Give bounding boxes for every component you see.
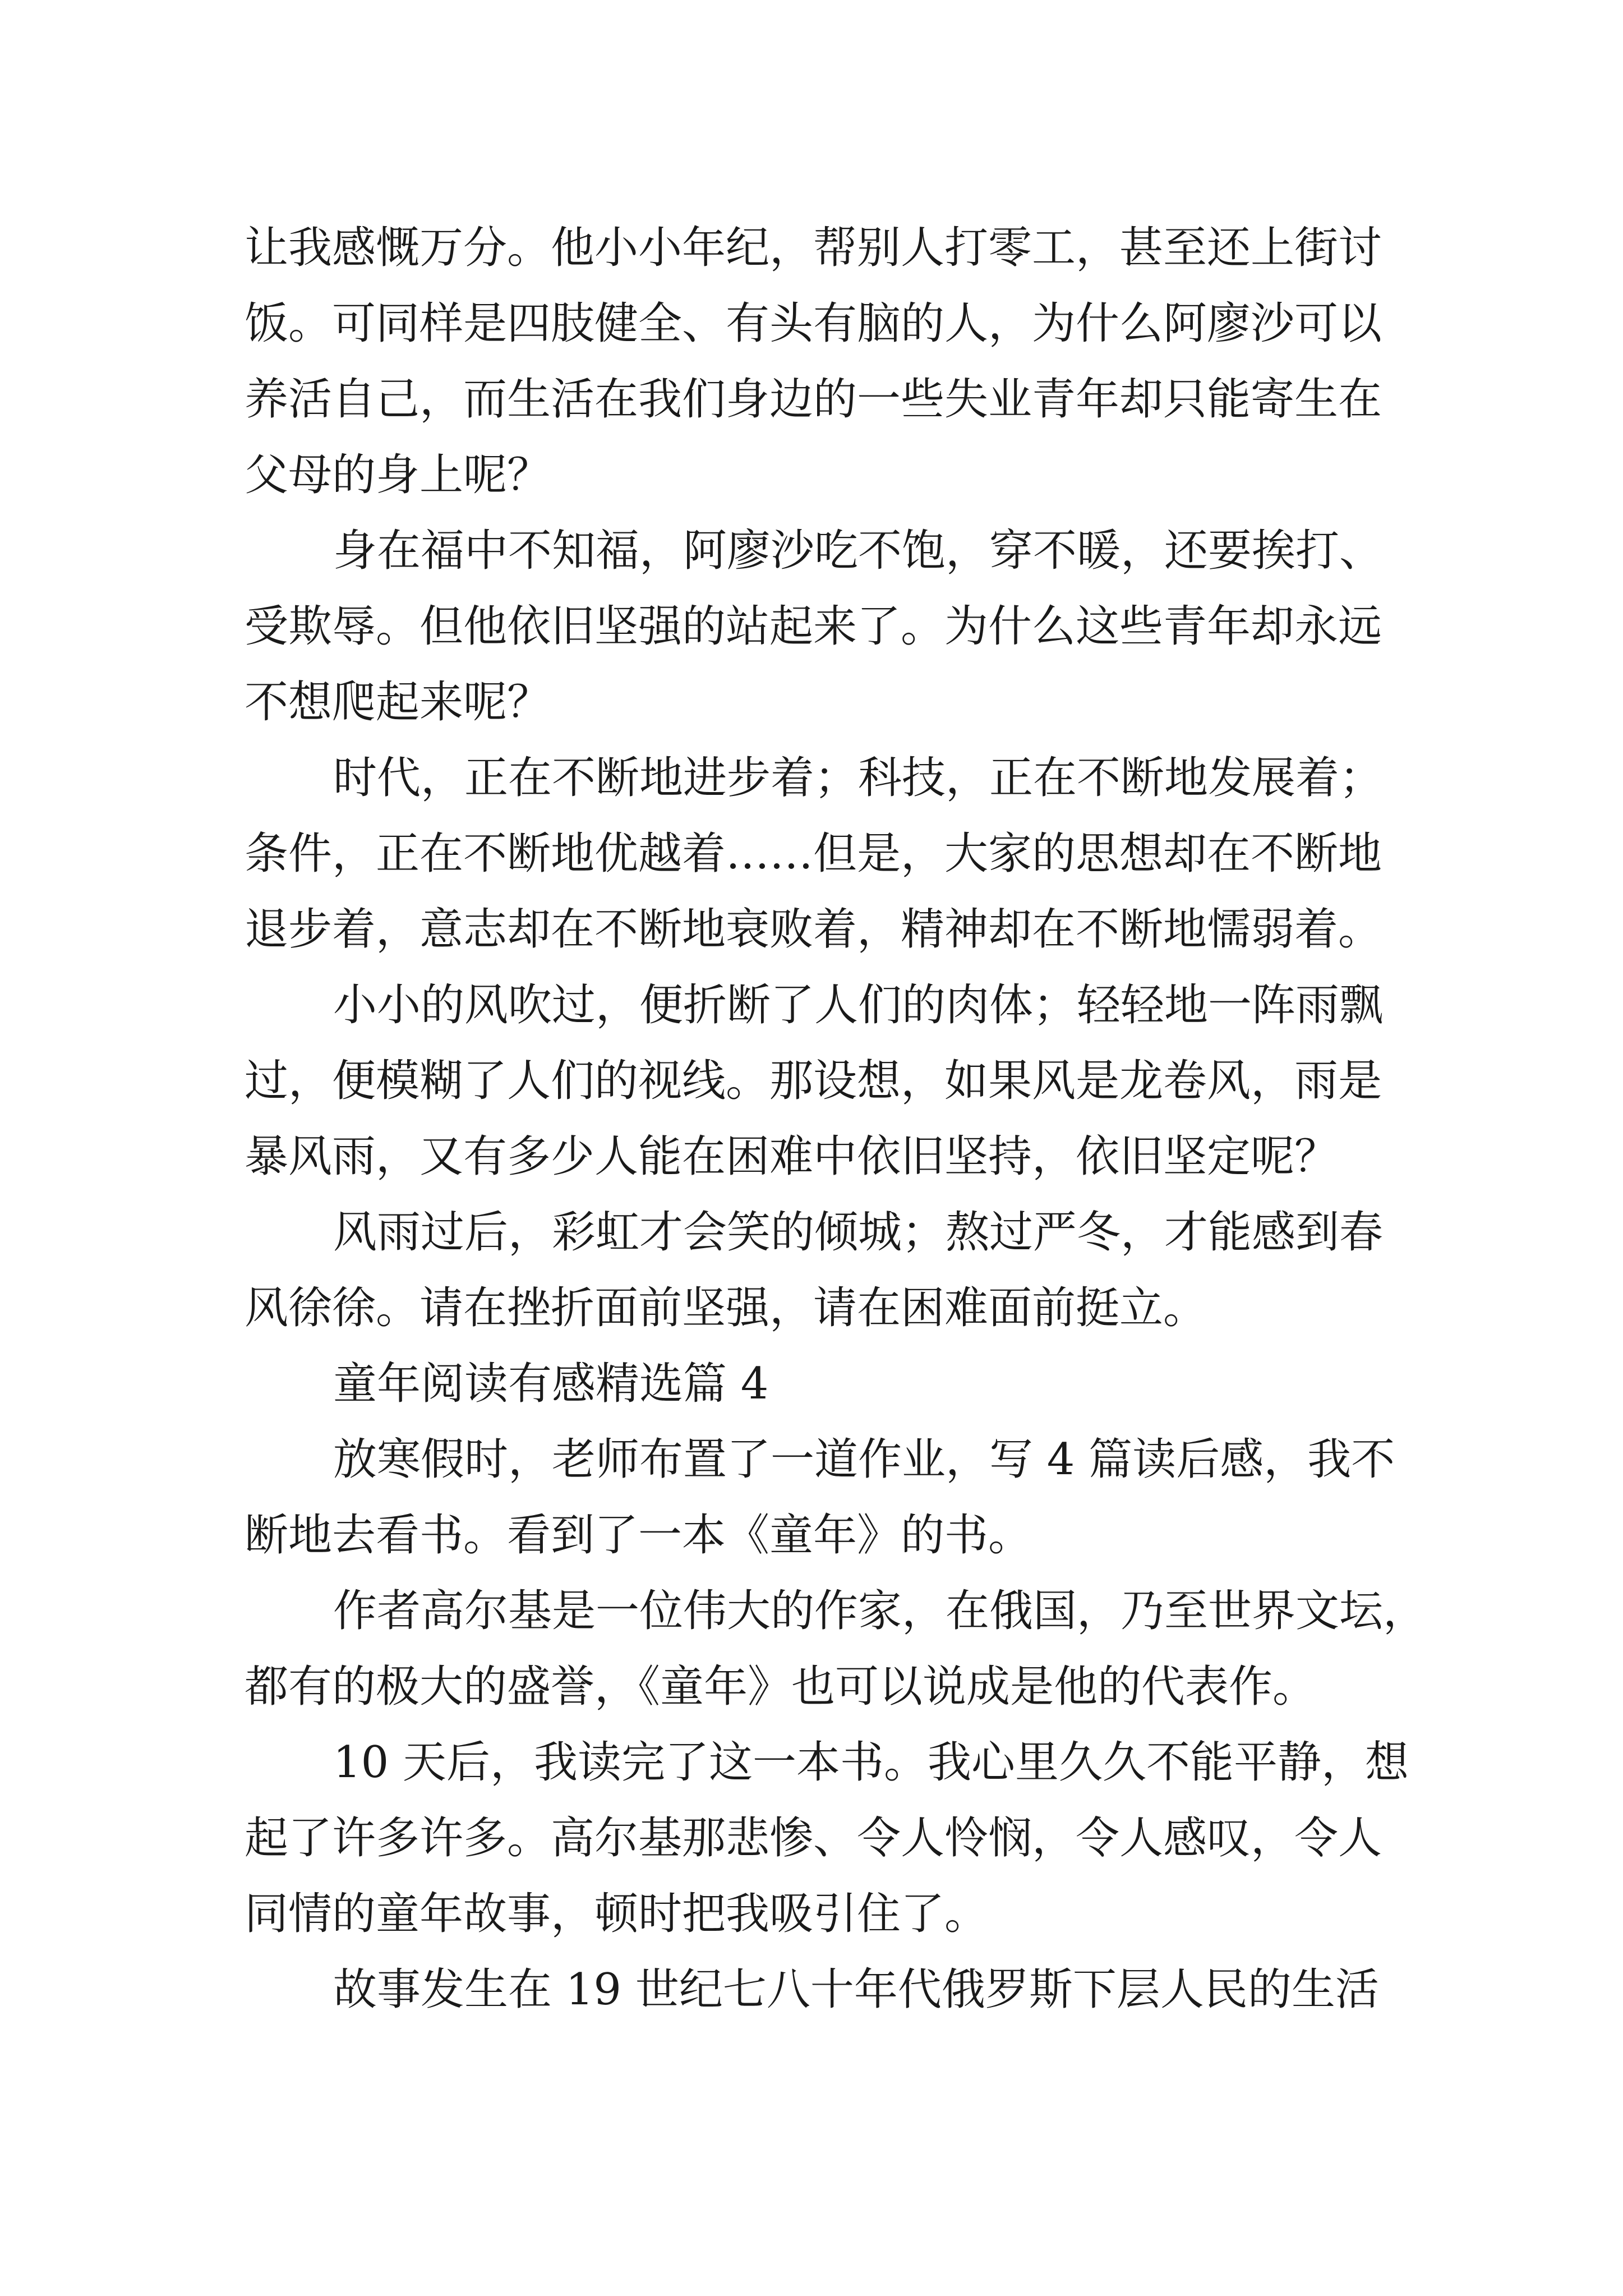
text-line: 饭。可同样是四肢健全、有头有脑的人，为什么阿廖沙可以 [245,298,1382,349]
text-line: 受欺辱。但他依旧坚强的站起来了。为什么这些青年却永远 [245,601,1382,652]
paragraph-9 [245,1725,1422,1952]
paragraph-2 [245,513,1422,740]
text-line: 小小的风吹过，便折断了人们的肉体；轻轻地一阵雨飘 [333,980,1384,1030]
text-line: 退步着，意志却在不断地衰败着，精神却在不断地懦弱着。 [245,904,1382,955]
paragraph-10 [245,1952,1422,2028]
text-line: 都有的极大的盛誉，《童年》也可以说成是他的代表作。 [245,1662,1317,1712]
text-line: 暴风雨，又有多少人能在困难中依旧坚持，依旧坚定呢？ [245,1131,1339,1182]
text-line: 身在福中不知福，阿廖沙吃不饱，穿不暖，还要挨打、 [333,526,1384,576]
paragraph-1 [245,210,1422,513]
text-line: 不想爬起来呢？ [245,677,551,728]
paragraph-7 [245,1422,1422,1573]
text-line: 养活自己，而生活在我们身边的一些失业青年却只能寄生在 [245,374,1382,425]
text-line: 让我感慨万分。他小小年纪，帮别人打零工，甚至还上街讨 [245,223,1382,273]
paragraph-5 [245,1195,1422,1346]
paragraph-3 [245,740,1422,968]
text-line: 风雨过后，彩虹才会笑的倾城；熬过严冬，才能感到春 [333,1207,1384,1258]
text-line: 故事发生在 19 世纪七八十年代俄罗斯下层人民的生活 [333,1964,1379,2015]
text-line: 10 天后，我读完了这一本书。我心里久久不能平静，想 [333,1737,1409,1788]
text-line: 起了许多许多。高尔基那悲惨、令人怜悯，令人感叹，令人 [245,1813,1382,1864]
text-line: 作者高尔基是一位伟大的作家，在俄国，乃至世界文坛， [333,1586,1427,1636]
text-line: 父母的身上呢？ [245,450,551,500]
text-line: 过，便模糊了人们的视线。那设想，如果风是龙卷风，雨是 [245,1056,1382,1106]
section-heading-text: 童年阅读有感精选篇 4 [333,1359,769,1409]
paragraph-4 [245,968,1422,1195]
text-line: 断地去看书。看到了一本《童年》的书。 [245,1510,1032,1561]
paragraph-8 [245,1573,1427,1725]
text-line: 放寒假时，老师布置了一道作业，写 4 篇读后感，我不 [333,1434,1395,1485]
text-line: 时代，正在不断地进步着；科技，正在不断地发展着； [333,753,1384,803]
text-line: 风徐徐。请在挫折面前坚强，请在困难面前挺立。 [245,1283,1207,1333]
section-heading [245,1346,1422,1422]
text-line: 同情的童年故事，顿时把我吸引住了。 [245,1889,989,1939]
text-line: 条件，正在不断地优越着……但是，大家的思想却在不断地 [245,829,1382,879]
document-body [245,210,1427,2028]
